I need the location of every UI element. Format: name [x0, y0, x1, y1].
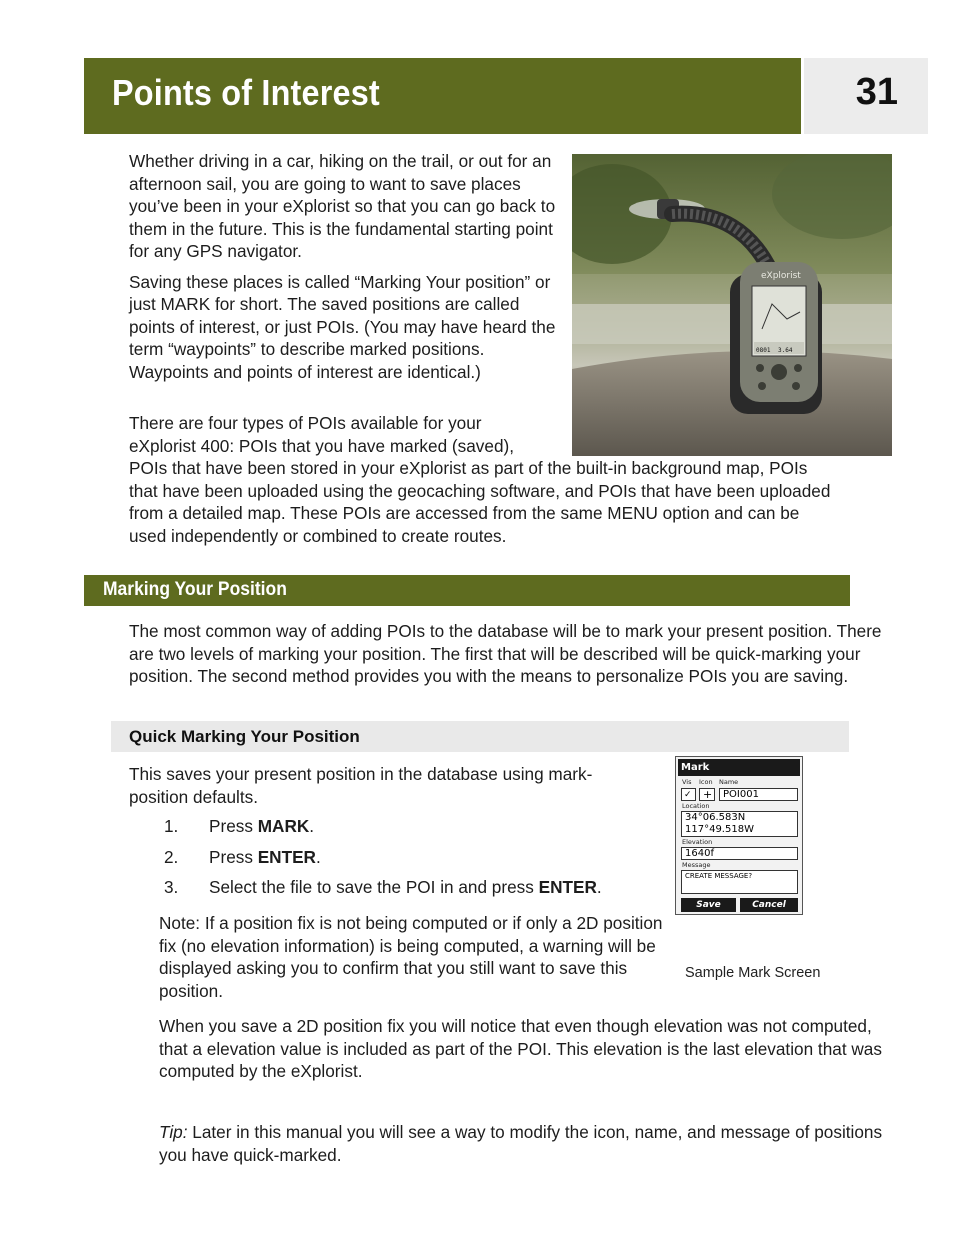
latitude-value: 34°06.583N: [685, 812, 746, 823]
cancel-button: Cancel: [740, 898, 798, 912]
intro-p3-line: used independently or combined to create routes.: [129, 525, 507, 546]
longitude-value: 117°49.518W: [685, 824, 754, 835]
step-text-pre: Select the file to save the POI in and press: [209, 877, 539, 897]
page-title: Points of Interest: [112, 72, 380, 113]
crosshair-icon: +: [699, 788, 715, 801]
mark-label-name: Name: [719, 778, 739, 786]
step-text-post: .: [309, 816, 315, 836]
step-number: 1.: [164, 816, 179, 836]
two-d-fix-text: [159, 1015, 904, 1091]
tip-label: Tip:: [159, 1122, 188, 1142]
gps-device-photo: [572, 154, 892, 456]
intro-paragraph-2: Saving these places is called “Marking Your position” or just MARK for short. The saved positions are called points of interest, or just POIs. (You may have heard the term “waypoints” to describe marked positions. Waypoints and points of interest are identical.): [129, 271, 556, 382]
device-readout-right: 3.64: [778, 347, 793, 354]
mark-label-elevation: Elevation: [682, 838, 713, 846]
section-paragraph: The most common way of adding POIs to the database will be to mark your present position. There are two levels of marking your position. The first that will be described will be quick-marking your position. The second method provides you with the means to personalize POIs you are saving.: [129, 621, 882, 686]
subsection-intro-paragraph: This saves your present position in the database using mark-position defaults.: [129, 764, 593, 807]
note-paragraph: Note: If a position fix is not being computed or if only a 2D position fix (no elevation information) is being computed, a warning will be displayed asking you to confirm that you still want to save this position.: [159, 913, 663, 1001]
mark-label-vis: Vis: [682, 778, 692, 786]
two-d-fix-paragraph: When you save a 2D position fix you will notice that even though elevation was not computed, that a elevation value is included as part of the POI. This elevation is the last elevation that was computed by the eXplorist.: [159, 1016, 882, 1081]
mark-label-icon: Icon: [699, 778, 713, 786]
elevation-field: 1640f: [681, 847, 798, 860]
mark-screen-illustration: [675, 756, 803, 915]
visibility-checkbox: ✓: [681, 788, 696, 801]
intro-p3-line: eXplorist 400: POIs that you have marked (saved),: [129, 435, 514, 456]
page-number-box: [804, 58, 928, 134]
step-key: ENTER: [538, 877, 597, 897]
device-brand-text: eXplorist: [761, 271, 801, 281]
step-key: ENTER: [257, 846, 316, 867]
tip-body: Later in this manual you will see a way to modify the icon, name, and message of positions you have quick-marked.: [159, 1122, 883, 1165]
mark-label-message: Message: [682, 861, 711, 869]
mark-screen-title: Mark: [678, 759, 800, 776]
page-number: 31: [855, 71, 898, 113]
device-readout-left: 0801: [756, 347, 771, 354]
intro-paragraph-1: Whether driving in a car, hiking on the trail, or out for an afternoon sail, you are going to want to save places you’ve been in your eXplorist so that you can go back to them in the future. This is the fundamental starting point for any GPS navigator.: [129, 151, 556, 261]
step-text: [209, 846, 321, 868]
step-text-pre: Press: [209, 816, 258, 836]
step-text-pre: Press: [209, 846, 258, 867]
intro-p3-line: from a detailed map. These POIs are accessed from the same MENU option and can be: [129, 503, 800, 523]
subsection-intro: [129, 763, 639, 816]
step-number: 2.: [164, 846, 179, 867]
step-key: MARK: [257, 816, 310, 836]
step-text: [209, 876, 602, 898]
section-header-marking: [84, 575, 850, 606]
note-text: [159, 912, 664, 1010]
step-number: 3.: [164, 877, 179, 897]
intro-p3-line: that have been uploaded using the geocaching software, and POIs that have been uploaded: [129, 480, 831, 501]
gps-device-illustration: [572, 154, 892, 456]
step-text: [209, 815, 314, 837]
intro-p3-line: There are four types of POIs available for your: [129, 413, 482, 433]
section-title: Marking Your Position: [103, 579, 287, 600]
message-field: CREATE MESSAGE?: [681, 870, 798, 894]
subsection-title: Quick Marking Your Position: [129, 727, 360, 746]
location-field: [681, 811, 798, 837]
mark-screen-caption: Sample Mark Screen: [685, 965, 821, 981]
tip-text: [159, 1121, 899, 1174]
intro-p3-line: POIs that have been stored in your eXplorist as part of the built-in background map, POIs: [129, 458, 808, 478]
tip-paragraph: [159, 1121, 899, 1166]
section-body: [129, 620, 899, 696]
subsection-header-quick-marking: [111, 721, 849, 752]
poi-name-field: POI001: [719, 788, 798, 801]
intro-text: [129, 150, 561, 391]
header-band: [84, 58, 801, 134]
step-text-post: .: [596, 877, 602, 897]
save-button: Save: [681, 898, 736, 912]
mark-label-location: Location: [682, 802, 710, 810]
step-text-post: .: [315, 846, 321, 867]
